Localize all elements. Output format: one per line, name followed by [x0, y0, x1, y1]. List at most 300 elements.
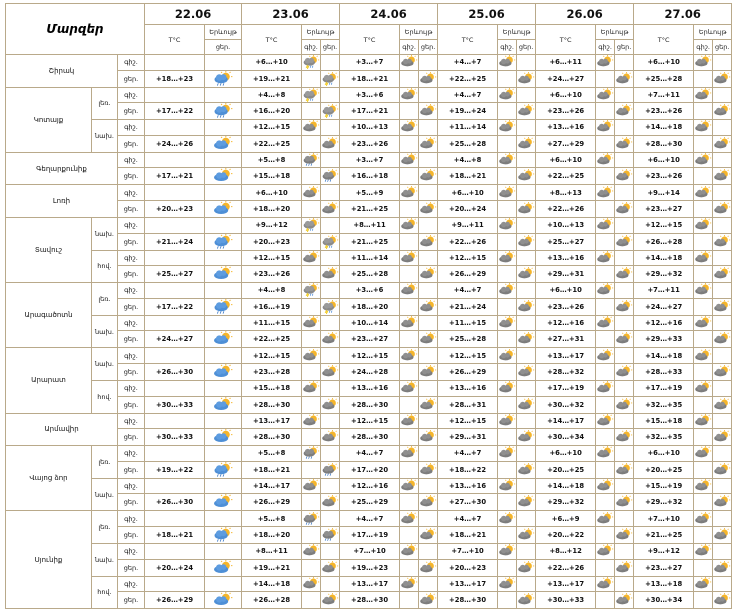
blank-cell	[498, 526, 517, 543]
night-col-header: գիշ.	[498, 40, 517, 55]
blank-cell	[400, 233, 419, 250]
temp-cell: +9…+14	[634, 185, 694, 201]
temp-cell: +29…+32	[634, 266, 694, 283]
weather-icon	[419, 233, 438, 250]
weather-icon	[419, 135, 438, 152]
temp-cell: +23…+26	[340, 135, 400, 152]
weather-icon	[302, 348, 321, 364]
table-row	[6, 380, 732, 396]
temp-cell	[145, 576, 205, 592]
weather-icon	[615, 331, 634, 348]
table-row	[6, 446, 732, 462]
temp-cell: +5…+8	[242, 511, 302, 527]
blank-cell	[694, 592, 713, 609]
temp-cell: +18…+21	[145, 526, 205, 543]
temp-cell: +3…+6	[340, 283, 400, 299]
temp-cell: +23…+27	[340, 331, 400, 348]
temp-cell: +12…+15	[340, 413, 400, 429]
temp-cell: +10…+13	[536, 217, 596, 233]
weather-icon	[498, 413, 517, 429]
temp-cell: +6…+10	[634, 152, 694, 168]
weather-icon	[302, 543, 321, 559]
weather-icon	[517, 396, 536, 413]
temp-cell: +3…+6	[340, 87, 400, 103]
weather-icon	[596, 348, 615, 364]
blank-cell	[419, 55, 438, 71]
weather-icon	[400, 250, 419, 266]
blank-cell	[517, 446, 536, 462]
weather-icon	[205, 250, 242, 266]
blank-cell	[517, 576, 536, 592]
temp-cell: +20…+22	[536, 526, 596, 543]
blank-cell	[321, 55, 340, 71]
time-of-day: ցեր.	[118, 559, 145, 576]
weather-icon	[321, 103, 340, 120]
blank-cell	[517, 217, 536, 233]
temp-cell: +30…+33	[536, 592, 596, 609]
temp-cell: +22…+25	[438, 70, 498, 87]
weather-icon	[321, 559, 340, 576]
temp-cell: +9…+12	[634, 543, 694, 559]
weather-icon	[596, 87, 615, 103]
zone-label: հով.	[92, 250, 118, 283]
temp-cell: +5…+8	[242, 446, 302, 462]
weather-icon	[694, 120, 713, 136]
temp-cell: +30…+34	[536, 429, 596, 446]
temp-cell: +30…+33	[145, 396, 205, 413]
blank-cell	[713, 217, 732, 233]
temp-cell: +14…+18	[242, 576, 302, 592]
temp-cell: +22…+26	[438, 233, 498, 250]
temp-cell: +12…+15	[340, 348, 400, 364]
temp-cell: +20…+25	[536, 461, 596, 478]
zone-label: նախ.	[92, 217, 118, 250]
temp-cell: +16…+20	[242, 103, 302, 120]
temp-cell: +4…+8	[242, 87, 302, 103]
time-of-day: ցեր.	[118, 592, 145, 609]
temp-cell: +26…+29	[242, 494, 302, 511]
temp-cell: +22…+26	[536, 200, 596, 217]
table-row	[6, 315, 732, 331]
temp-cell: +29…+32	[634, 494, 694, 511]
weather-icon	[498, 446, 517, 462]
blank-cell	[302, 396, 321, 413]
weather-icon	[400, 152, 419, 168]
weather-icon	[498, 576, 517, 592]
date-header: 22.06	[145, 4, 242, 25]
blank-cell	[517, 478, 536, 494]
weather-icon	[205, 185, 242, 201]
blank-cell	[498, 168, 517, 185]
temp-col-header: T°C	[536, 25, 596, 55]
date-header: 27.06	[634, 4, 732, 25]
weather-icon	[615, 363, 634, 380]
weather-icon	[596, 511, 615, 527]
time-of-day: ցեր.	[118, 461, 145, 478]
temp-cell: +4…+7	[340, 511, 400, 527]
night-col-header: գիշ.	[596, 40, 615, 55]
blank-cell	[694, 461, 713, 478]
weather-icon	[517, 168, 536, 185]
table-row	[6, 87, 732, 103]
temp-cell: +25…+28	[634, 70, 694, 87]
weather-icon	[205, 233, 242, 250]
temp-cell: +17…+19	[536, 380, 596, 396]
temp-cell: +20…+23	[242, 233, 302, 250]
blank-cell	[400, 135, 419, 152]
weather-icon	[694, 283, 713, 299]
weather-icon	[205, 298, 242, 315]
weather-icon	[713, 461, 732, 478]
temp-cell: +17…+19	[340, 526, 400, 543]
temp-col-header: T°C	[145, 25, 205, 55]
blank-cell	[419, 380, 438, 396]
weather-icon	[205, 494, 242, 511]
blank-cell	[400, 559, 419, 576]
weather-icon	[517, 363, 536, 380]
temp-cell: +7…+11	[634, 283, 694, 299]
blank-cell	[596, 331, 615, 348]
weather-icon	[400, 543, 419, 559]
blank-cell	[694, 559, 713, 576]
weather-icon	[205, 429, 242, 446]
temp-cell	[145, 380, 205, 396]
blank-cell	[498, 363, 517, 380]
blank-cell	[615, 380, 634, 396]
temp-cell: +24…+27	[145, 331, 205, 348]
temp-cell	[145, 217, 205, 233]
blank-cell	[517, 380, 536, 396]
blank-cell	[321, 283, 340, 299]
blank-cell	[713, 283, 732, 299]
region-name: Գեղարքունիք	[6, 152, 118, 185]
temp-cell: +20…+24	[438, 200, 498, 217]
blank-cell	[419, 217, 438, 233]
temp-cell: +14…+18	[634, 348, 694, 364]
table-row	[6, 478, 732, 494]
phenomenon-col-header: Երևույթ	[596, 25, 634, 40]
weather-icon	[321, 429, 340, 446]
blank-cell	[694, 70, 713, 87]
blank-cell	[596, 396, 615, 413]
time-of-day: գիշ.	[118, 87, 145, 103]
weather-icon	[400, 87, 419, 103]
weather-icon	[419, 266, 438, 283]
blank-cell	[302, 592, 321, 609]
weather-icon	[596, 413, 615, 429]
weather-icon	[321, 396, 340, 413]
time-of-day: ցեր.	[118, 103, 145, 120]
weather-icon	[596, 283, 615, 299]
blank-cell	[615, 446, 634, 462]
date-header: 26.06	[536, 4, 634, 25]
blank-cell	[596, 200, 615, 217]
temp-cell: +12…+16	[340, 478, 400, 494]
weather-icon	[205, 363, 242, 380]
blank-cell	[400, 298, 419, 315]
time-of-day: ցեր.	[118, 526, 145, 543]
weather-icon	[205, 446, 242, 462]
region-name: Շիրակ	[6, 55, 118, 88]
weather-icon	[517, 266, 536, 283]
blank-cell	[419, 446, 438, 462]
weather-icon	[713, 103, 732, 120]
blank-cell	[321, 511, 340, 527]
blank-cell	[713, 348, 732, 364]
temp-cell: +27…+31	[536, 331, 596, 348]
phenomenon-col-header: Երևույթ	[302, 25, 340, 40]
weather-icon	[694, 511, 713, 527]
blank-cell	[321, 543, 340, 559]
time-of-day: ցեր.	[118, 494, 145, 511]
blank-cell	[694, 266, 713, 283]
weather-icon	[321, 363, 340, 380]
blank-cell	[321, 185, 340, 201]
temp-cell: +18…+20	[242, 200, 302, 217]
weather-icon	[498, 380, 517, 396]
temp-cell: +11…+15	[242, 315, 302, 331]
weather-icon	[517, 233, 536, 250]
temp-cell: +20…+23	[438, 559, 498, 576]
temp-cell: +20…+25	[634, 461, 694, 478]
blank-cell	[302, 526, 321, 543]
temp-cell: +25…+28	[340, 266, 400, 283]
weather-icon	[694, 217, 713, 233]
temp-cell: +23…+26	[634, 168, 694, 185]
blank-cell	[694, 298, 713, 315]
temp-cell: +25…+28	[438, 135, 498, 152]
table-row	[6, 413, 732, 429]
weather-icon	[713, 331, 732, 348]
zone-label: լեռ.	[92, 446, 118, 479]
weather-icon	[596, 120, 615, 136]
temp-cell: +12…+15	[242, 120, 302, 136]
blank-cell	[498, 200, 517, 217]
blank-cell	[615, 217, 634, 233]
temp-cell: +32…+35	[634, 429, 694, 446]
weather-icon	[419, 559, 438, 576]
blank-cell	[694, 429, 713, 446]
region-name: Արագածոտն	[6, 283, 92, 348]
weather-icon	[517, 200, 536, 217]
temp-cell: +28…+30	[340, 592, 400, 609]
temp-cell: +26…+29	[145, 592, 205, 609]
temp-cell	[145, 55, 205, 71]
temp-cell: +10…+13	[340, 120, 400, 136]
weather-icon	[517, 103, 536, 120]
blank-cell	[498, 266, 517, 283]
date-header: 23.06	[242, 4, 340, 25]
weather-icon	[302, 152, 321, 168]
weather-icon	[694, 185, 713, 201]
weather-icon	[205, 283, 242, 299]
blank-cell	[498, 103, 517, 120]
temp-cell	[145, 543, 205, 559]
temp-cell: +24…+26	[145, 135, 205, 152]
temp-cell: +25…+29	[340, 494, 400, 511]
day-col-header: ցեր.	[321, 40, 340, 55]
weather-icon	[498, 283, 517, 299]
temp-cell: +6…+9	[536, 511, 596, 527]
time-of-day: ցեր.	[118, 135, 145, 152]
table-row	[6, 185, 732, 201]
blank-cell	[517, 315, 536, 331]
temp-cell: +14…+18	[536, 478, 596, 494]
blank-cell	[615, 348, 634, 364]
weather-icon	[302, 478, 321, 494]
table-row	[6, 543, 732, 559]
blank-cell	[694, 135, 713, 152]
temp-col-header: T°C	[242, 25, 302, 55]
blank-cell	[713, 55, 732, 71]
blank-cell	[302, 233, 321, 250]
temp-cell: +19…+23	[340, 559, 400, 576]
temp-cell: +22…+25	[536, 168, 596, 185]
temp-cell: +11…+15	[438, 315, 498, 331]
temp-cell: +27…+29	[536, 135, 596, 152]
weather-icon	[205, 331, 242, 348]
temp-cell: +29…+31	[438, 429, 498, 446]
date-header: 24.06	[340, 4, 438, 25]
temp-cell: +26…+30	[145, 494, 205, 511]
temp-cell: +18…+20	[242, 526, 302, 543]
temp-cell: +12…+15	[438, 413, 498, 429]
weather-icon	[517, 298, 536, 315]
weather-icon	[419, 298, 438, 315]
time-of-day: գիշ.	[118, 185, 145, 201]
weather-icon	[713, 592, 732, 609]
table-row	[6, 576, 732, 592]
temp-cell: +15…+19	[634, 478, 694, 494]
temp-cell: +6…+11	[536, 55, 596, 71]
weather-icon	[517, 526, 536, 543]
weather-icon	[321, 592, 340, 609]
weather-icon	[400, 413, 419, 429]
blank-cell	[419, 543, 438, 559]
weather-icon	[205, 168, 242, 185]
temp-cell: +29…+33	[634, 331, 694, 348]
temp-cell: +6…+10	[634, 446, 694, 462]
weather-icon	[694, 315, 713, 331]
weather-icon	[419, 494, 438, 511]
weather-icon	[694, 348, 713, 364]
time-of-day: ցեր.	[118, 266, 145, 283]
blank-cell	[517, 283, 536, 299]
blank-cell	[302, 363, 321, 380]
blank-cell	[517, 413, 536, 429]
weather-icon	[205, 543, 242, 559]
blank-cell	[302, 494, 321, 511]
blank-cell	[419, 152, 438, 168]
weather-icon	[517, 135, 536, 152]
temp-cell: +6…+10	[536, 87, 596, 103]
blank-cell	[321, 446, 340, 462]
temp-cell: +16…+19	[242, 298, 302, 315]
blank-cell	[498, 461, 517, 478]
blank-cell	[596, 266, 615, 283]
blank-cell	[321, 348, 340, 364]
weather-icon	[302, 315, 321, 331]
blank-cell	[400, 429, 419, 446]
temp-cell: +17…+21	[340, 103, 400, 120]
blank-cell	[400, 396, 419, 413]
temp-cell: +9…+12	[242, 217, 302, 233]
blank-cell	[596, 461, 615, 478]
weather-icon	[694, 55, 713, 71]
weather-icon	[615, 526, 634, 543]
blank-cell	[498, 298, 517, 315]
blank-cell	[419, 511, 438, 527]
blank-cell	[615, 283, 634, 299]
weather-icon	[205, 152, 242, 168]
blank-cell	[302, 168, 321, 185]
time-of-day: ցեր.	[118, 233, 145, 250]
weather-icon	[596, 217, 615, 233]
weather-icon	[419, 461, 438, 478]
blank-cell	[596, 592, 615, 609]
forecast-table	[5, 3, 732, 609]
weather-icon	[321, 526, 340, 543]
time-of-day: ցեր.	[118, 331, 145, 348]
weather-icon	[302, 185, 321, 201]
weather-icon	[596, 380, 615, 396]
temp-cell: +26…+29	[438, 363, 498, 380]
weather-icon	[302, 87, 321, 103]
blank-cell	[321, 315, 340, 331]
blank-cell	[517, 185, 536, 201]
weather-icon	[517, 461, 536, 478]
blank-cell	[517, 511, 536, 527]
weather-icon	[205, 70, 242, 87]
temp-cell: +6…+10	[242, 185, 302, 201]
temp-cell: +12…+15	[438, 348, 498, 364]
temp-cell: +28…+30	[340, 429, 400, 446]
blank-cell	[713, 478, 732, 494]
temp-cell: +7…+10	[340, 543, 400, 559]
temp-cell: +14…+17	[536, 413, 596, 429]
weather-icon	[615, 233, 634, 250]
time-of-day: գիշ.	[118, 315, 145, 331]
blank-cell	[596, 298, 615, 315]
region-name: Սյունիք	[6, 511, 92, 609]
temp-cell: +8…+11	[242, 543, 302, 559]
weather-icon	[498, 120, 517, 136]
weather-icon	[302, 446, 321, 462]
weather-icon	[205, 592, 242, 609]
weather-icon	[713, 168, 732, 185]
temp-cell: +18…+23	[145, 70, 205, 87]
temp-cell: +23…+26	[536, 298, 596, 315]
temp-cell: +20…+24	[145, 559, 205, 576]
time-of-day: գիշ.	[118, 217, 145, 233]
temp-cell: +16…+18	[340, 168, 400, 185]
zone-label: լեռ.	[92, 511, 118, 544]
temp-cell: +4…+7	[438, 87, 498, 103]
temp-cell: +26…+28	[242, 592, 302, 609]
temp-cell: +4…+7	[438, 283, 498, 299]
temp-cell: +6…+10	[536, 446, 596, 462]
blank-cell	[302, 429, 321, 446]
blank-cell	[419, 413, 438, 429]
weather-icon	[615, 396, 634, 413]
time-of-day: գիշ.	[118, 55, 145, 71]
table-row	[6, 55, 732, 71]
blank-cell	[400, 526, 419, 543]
blank-cell	[400, 461, 419, 478]
blank-cell	[596, 559, 615, 576]
blank-cell	[321, 413, 340, 429]
blank-cell	[321, 120, 340, 136]
